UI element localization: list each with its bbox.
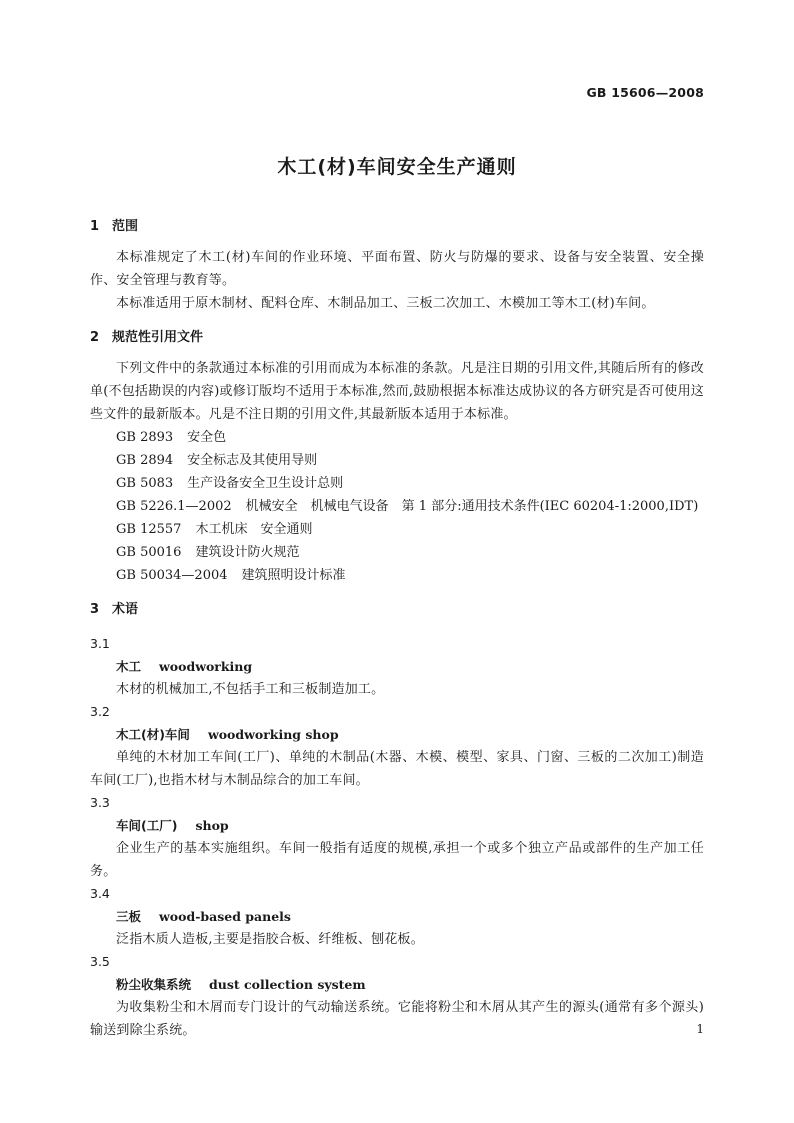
term-name-en: wood-based panels bbox=[159, 909, 291, 924]
term-name bbox=[90, 655, 704, 678]
reference-title: 生产设备安全卫生设计总则 bbox=[187, 476, 344, 491]
term-name-en: woodworking shop bbox=[207, 727, 339, 742]
term-name-zh: 粉尘收集系统 bbox=[116, 977, 192, 992]
term-definition: 单纯的木材加工车间(工厂)、单纯的木制品(木器、木模、模型、家具、门窗、三板的二次加工)制造车间(工厂),也指木材与木制品综合的加工车间。 bbox=[90, 750, 704, 788]
section-heading-normative bbox=[90, 327, 704, 349]
page-number: 1 bbox=[696, 1022, 704, 1036]
section-title: 范围 bbox=[112, 219, 139, 234]
section-title: 术语 bbox=[112, 602, 139, 617]
reference-title: 木工机床 安全通则 bbox=[195, 522, 313, 537]
document-body bbox=[90, 216, 704, 1042]
section-number: 2 bbox=[90, 330, 100, 345]
reference-item bbox=[90, 426, 704, 449]
term-name-zh: 三板 bbox=[116, 909, 142, 924]
term-number: 3.1 bbox=[90, 636, 110, 651]
standard-number: GB 15606—2008 bbox=[586, 85, 704, 100]
term-name bbox=[90, 814, 704, 837]
term-entry bbox=[90, 633, 704, 701]
reference-item bbox=[90, 472, 704, 495]
reference-title: 安全色 bbox=[187, 430, 227, 445]
term-definition: 木材的机械加工,不包括手工和三板制造加工。 bbox=[116, 682, 385, 697]
reference-title: 建筑设计防火规范 bbox=[195, 545, 300, 560]
section-number: 3 bbox=[90, 602, 100, 617]
reference-item bbox=[90, 564, 704, 587]
section-heading-terms bbox=[90, 599, 704, 621]
term-entry bbox=[90, 883, 704, 951]
reference-item bbox=[90, 541, 704, 564]
term-name-zh: 木工(材)车间 bbox=[116, 727, 190, 742]
term-name bbox=[90, 973, 704, 996]
paragraph: 本标准规定了木工(材)车间的作业环境、平面布置、防火与防爆的要求、设备与安全装置、安全操作、安全管理与教育等。 bbox=[90, 250, 704, 288]
reference-title: 建筑照明设计标准 bbox=[241, 568, 346, 583]
document-title: 木工(材)车间安全生产通则 bbox=[277, 156, 517, 178]
term-entry bbox=[90, 792, 704, 883]
term-name-en: dust collection system bbox=[209, 977, 366, 992]
term-definition: 为收集粉尘和木屑而专门设计的气动输送系统。它能将粉尘和木屑从其产生的源头(通常有多个源头)输送到除尘系统。 bbox=[90, 1000, 704, 1038]
reference-title: 安全标志及其使用导则 bbox=[187, 453, 318, 468]
reference-code: GB 2893 bbox=[116, 430, 174, 445]
term-name bbox=[90, 905, 704, 928]
term-name-en: woodworking bbox=[159, 659, 253, 674]
reference-code: GB 5226.1—2002 bbox=[116, 499, 232, 514]
reference-code: GB 50016 bbox=[116, 545, 182, 560]
reference-item bbox=[90, 495, 704, 518]
section-heading-scope bbox=[90, 216, 704, 238]
paragraph: 本标准适用于原木制材、配料仓库、木制品加工、三板二次加工、木模加工等木工(材)车间。 bbox=[116, 296, 655, 311]
term-number: 3.2 bbox=[90, 704, 110, 719]
term-name bbox=[90, 723, 704, 746]
paragraph: 下列文件中的条款通过本标准的引用而成为本标准的条款。凡是注日期的引用文件,其随后所有的修改单(不包括勘误的内容)或修订版均不适用于本标准,然而,鼓励根据本标准达成协议的各方研究是否可使用这些文件的最新版本。凡是不注日期的引用文件,其最新版本适用于本标准。 bbox=[90, 361, 704, 422]
term-name-zh: 车间(工厂) bbox=[116, 818, 178, 833]
reference-item bbox=[90, 449, 704, 472]
term-definition: 泛指木质人造板,主要是指胶合板、纤维板、刨花板。 bbox=[116, 932, 424, 947]
term-entry bbox=[90, 951, 704, 1042]
reference-title: 机械安全 机械电气设备 第 1 部分:通用技术条件(IEC 60204-1:2000,IDT) bbox=[245, 499, 699, 514]
reference-code: GB 12557 bbox=[116, 522, 182, 537]
term-number: 3.5 bbox=[90, 954, 110, 969]
term-name-en: shop bbox=[195, 818, 229, 833]
reference-code: GB 50034—2004 bbox=[116, 568, 228, 583]
term-definition: 企业生产的基本实施组织。车间一般指有适度的规模,承担一个或多个独立产品或部件的生产加工任务。 bbox=[90, 841, 704, 879]
section-title: 规范性引用文件 bbox=[112, 330, 204, 345]
reference-item bbox=[90, 518, 704, 541]
term-name-zh: 木工 bbox=[116, 659, 142, 674]
term-number: 3.4 bbox=[90, 886, 110, 901]
term-number: 3.3 bbox=[90, 795, 110, 810]
reference-code: GB 5083 bbox=[116, 476, 174, 491]
section-number: 1 bbox=[90, 219, 100, 234]
reference-code: GB 2894 bbox=[116, 453, 174, 468]
term-entry bbox=[90, 701, 704, 792]
